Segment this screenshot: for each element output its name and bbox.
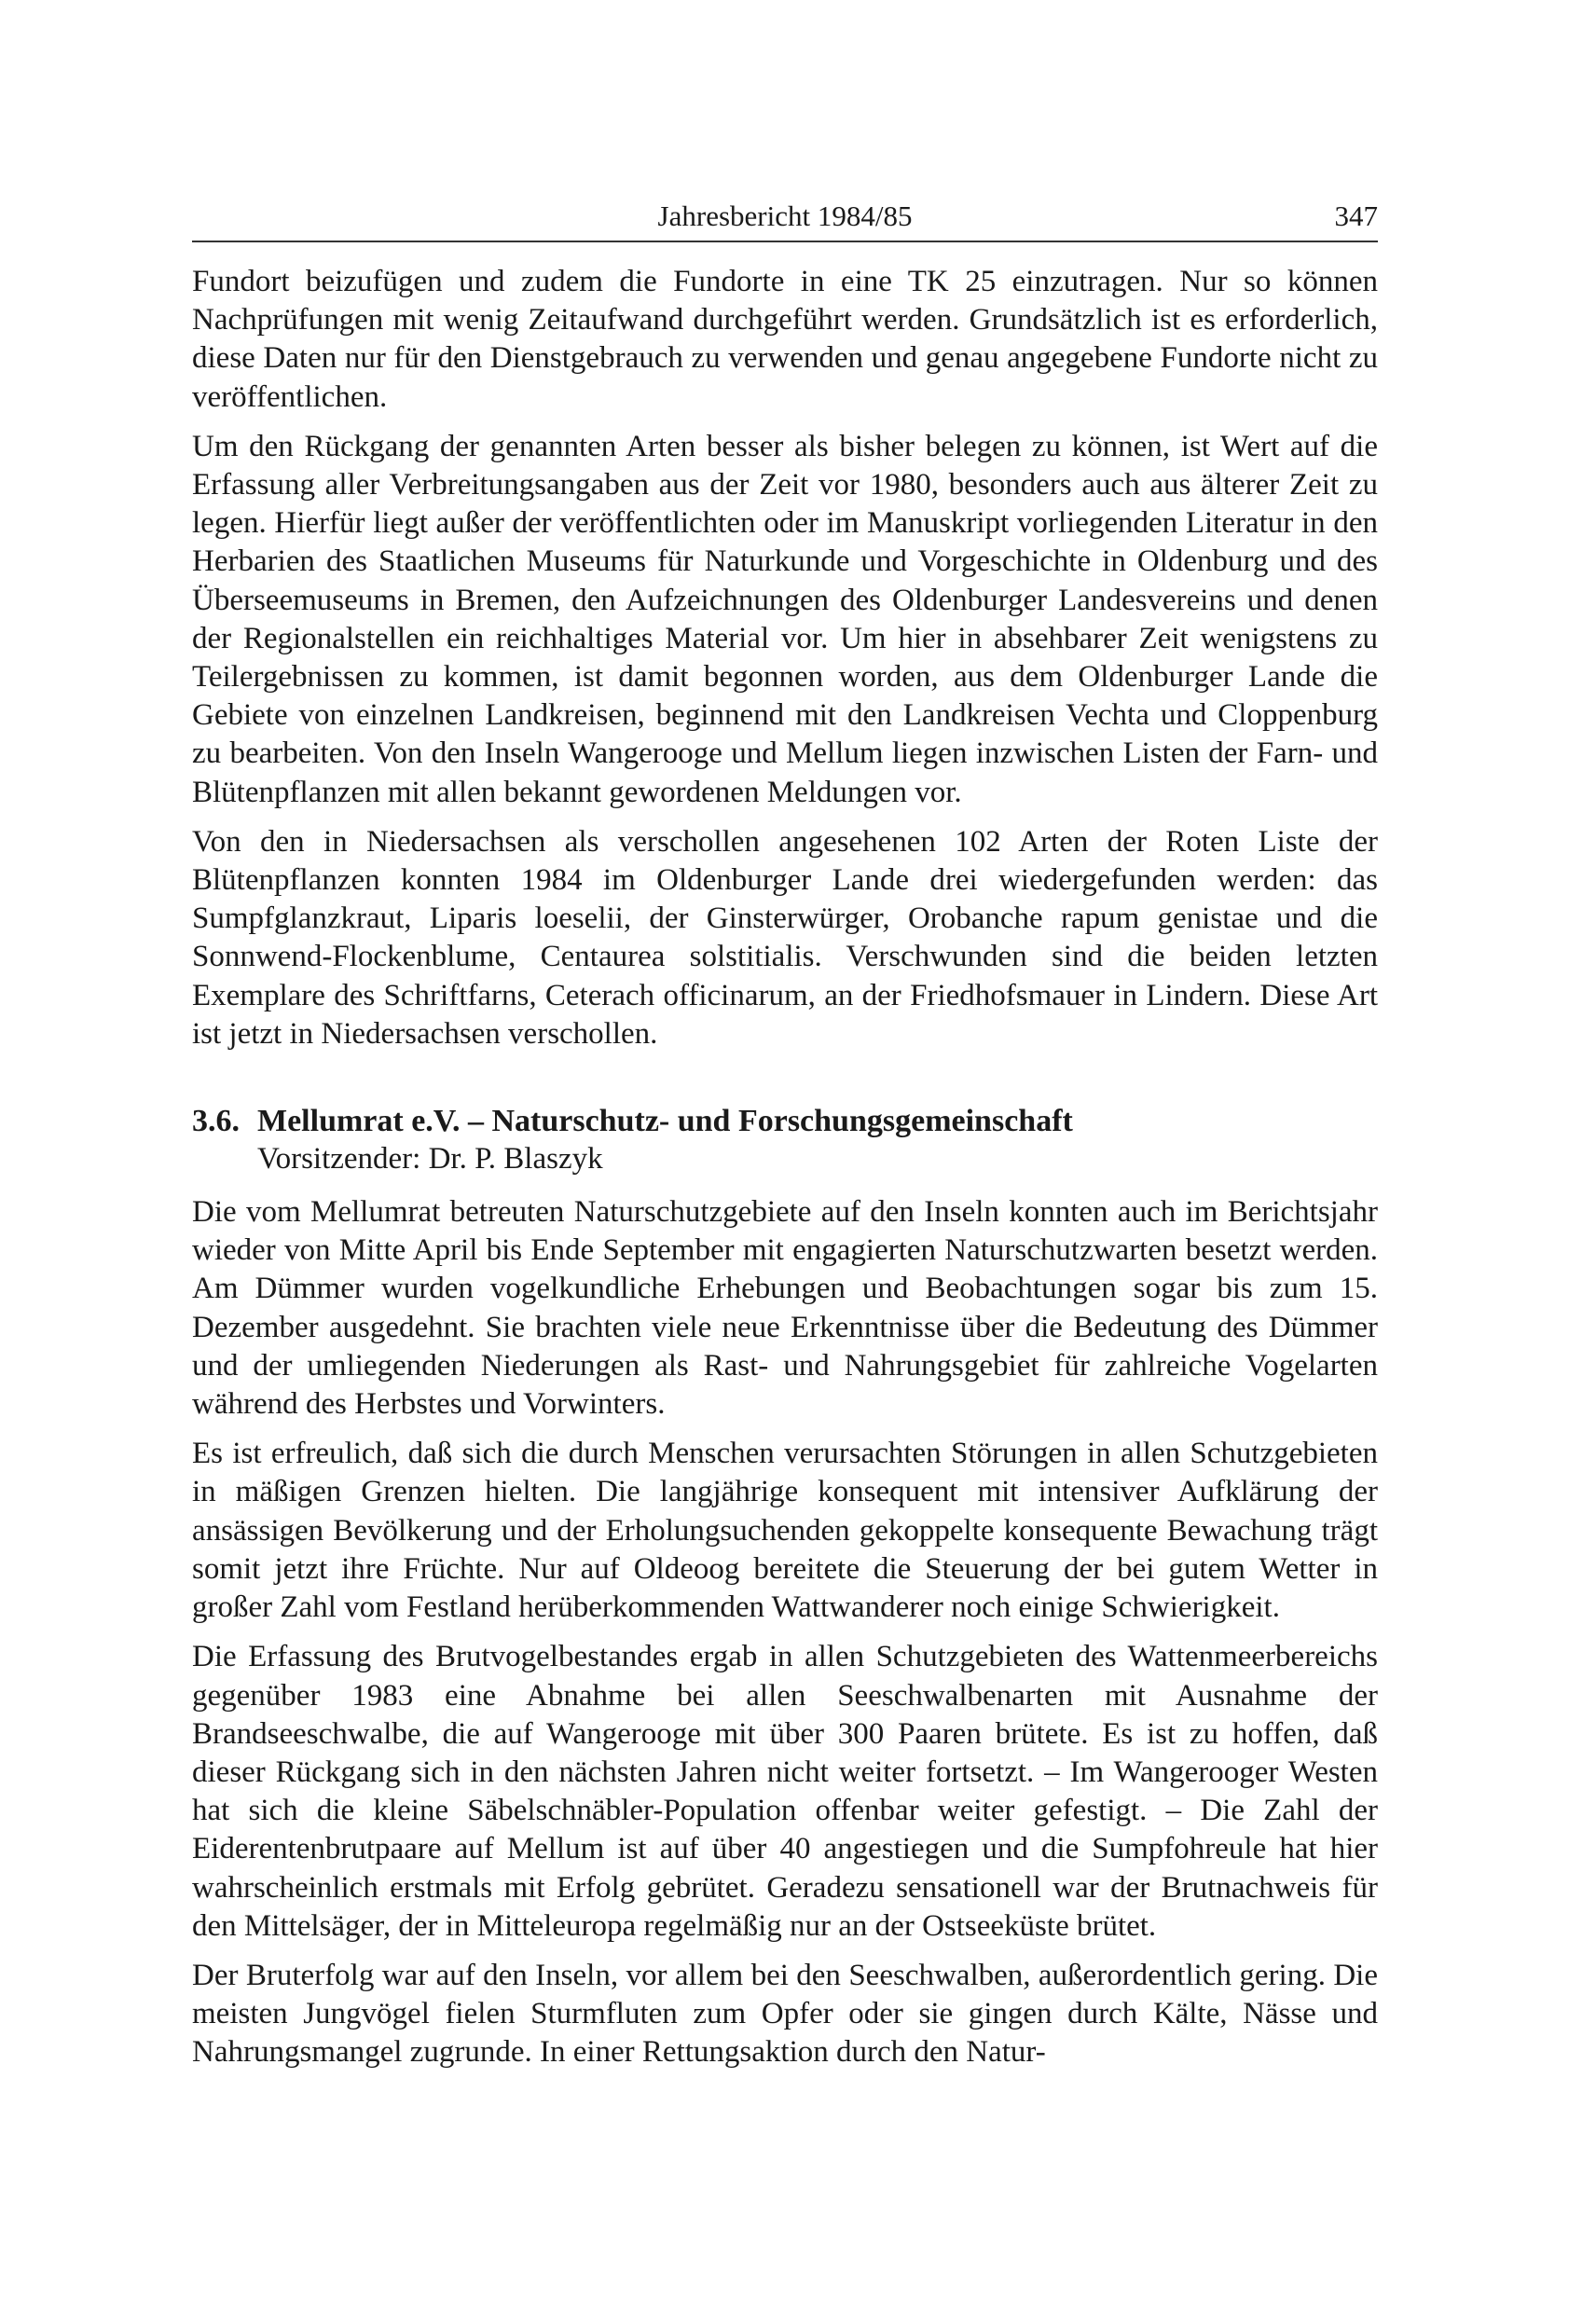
paragraph: Der Bruterfolg war auf den Inseln, vor allem bei den Seeschwalben, außerordentlich gering. Die meisten Jungvögel fielen Sturmfluten zum Opfer oder sie gingen durch Kälte, Nässe und Nahrungsmangel zugrunde. In einer Rettungsaktion durch den Natur- [192, 1958, 1378, 2070]
body-text [192, 263, 1378, 2072]
section-subtitle: Vorsitzender: Dr. P. Blaszyk [257, 1142, 603, 1177]
paragraph: Fundort beizufügen und zudem die Fundorte in eine TK 25 einzutragen. Nur so können Nachprüfungen mit wenig Zeitaufwand durchgeführt werden. Grundsätzlich ist es erforderlich, diese Daten nur für den Dienstgebrauch zu verwenden und genau angegebene Fundorte nicht zu veröffentlichen. [192, 265, 1378, 414]
page [192, 192, 1378, 2084]
paragraph: Von den in Niedersachsen als verschollen angesehenen 102 Arten der Roten Liste der Blütenpflanzen konnten 1984 im Oldenburger Lande drei wiedergefunden werden: das Sumpfglanzkraut, Liparis loeselii, der Ginsterwürger, Orobanche rapum genistae und die Sonnwend-Flockenblume, Centaurea solstitialis. Verschwunden sind die beiden letzten Exemplare des Schriftfarns, Ceterach officinarum, an der Friedhofsmauer in Lindern. Diese Art ist jetzt in Niedersachsen verschollen. [192, 824, 1378, 1051]
paragraph: Es ist erfreulich, daß sich die durch Menschen verursachten Störungen in allen Schutzgebieten in mäßigen Grenzen hielten. Die langjährige konsequent mit intensiver Aufklärung der ansässigen Bevölkerung und der Erholungsuchenden gekoppelte konsequente Bewachung trägt somit jetzt ihre Früchte. Nur auf Oldeoog bereitete die Steuerung der bei gutem Wetter in großer Zahl vom Festland herüberkommenden Wattwanderer noch einige Schwierigkeit. [192, 1437, 1378, 1625]
paragraph: Die Erfassung des Brutvogelbestandes ergab in allen Schutzgebieten des Wattenmeerbereichs gegenüber 1983 eine Abnahme bei allen Seeschwalbenarten mit Ausnahme der Brandseeschwalbe, die auf Wangerooge mit über 300 Paaren brütete. Es ist zu hoffen, daß dieser Rückgang sich in den nächsten Jahren nicht weiter fortsetzt. – Im Wangerooger Westen hat sich die kleine Säbelschnäbler-Population offenbar weiter gefestigt. – Die Zahl der Eiderentenbrutpaare auf Mellum ist auf über 40 angestiegen und die Sumpfohreule hat hier wahrscheinlich erstmals mit Erfolg gebrütet. Geradezu sensationell war der Brutnachweis für den Mittelsäger, der in Mitteleuropa regelmäßig nur an der Ostseeküste brütet. [192, 1640, 1378, 1943]
paragraph: Die vom Mellumrat betreuten Naturschutzgebiete auf den Inseln konnten auch im Berichtsjahr wieder von Mitte April bis Ende September mit engagierten Naturschutzwarten besetzt werden. Am Dümmer wurden vogelkundliche Erhebungen und Beobachtungen sogar bis zum 15. Dezember ausgedehnt. Sie brachten viele neue Erkenntnisse über die Bedeutung des Dümmer und der umliegenden Niederungen als Rast- und Nahrungsgebiet für zahlreiche Vogelarten während des Herbstes und Vorwinters. [192, 1195, 1378, 1422]
page-number: 347 [1334, 200, 1378, 232]
paragraph: Um den Rückgang der genannten Arten besser als bisher belegen zu können, ist Wert auf die Erfassung aller Verbreitungsangaben aus der Zeit vor 1980, besonders auch aus älterer Zeit zu legen. Hierfür liegt außer der veröffentlichten oder im Manuskript vorliegenden Literatur in den Herbarien des Staatlichen Museums für Naturkunde und Vorgeschichte in Oldenburg und des Überseemuseums in Bremen, den Aufzeichnungen des Oldenburger Landesvereins und denen der Regionalstellen ein reichhaltiges Material vor. Um hier in absehbarer Zeit wenigstens zu Teilergebnissen zu kommen, ist damit begonnen worden, aus dem Oldenburger Lande die Gebiete von einzelnen Landkreisen, beginnend mit den Landkreisen Vechta und Cloppenburg zu bearbeiten. Von den Inseln Wangerooge und Mellum liegen inzwischen Listen der Farn- und Blütenpflanzen mit allen bekannt gewordenen Meldungen vor. [192, 429, 1378, 809]
section-title: Mellumrat e.V. – Naturschutz- und Forschungsgemeinschaft [257, 1104, 1073, 1139]
section-heading [192, 1102, 1378, 1140]
section-number: 3.6. [192, 1104, 240, 1139]
running-header [192, 192, 1378, 242]
running-title: Jahresbericht 1984/85 [657, 200, 913, 232]
